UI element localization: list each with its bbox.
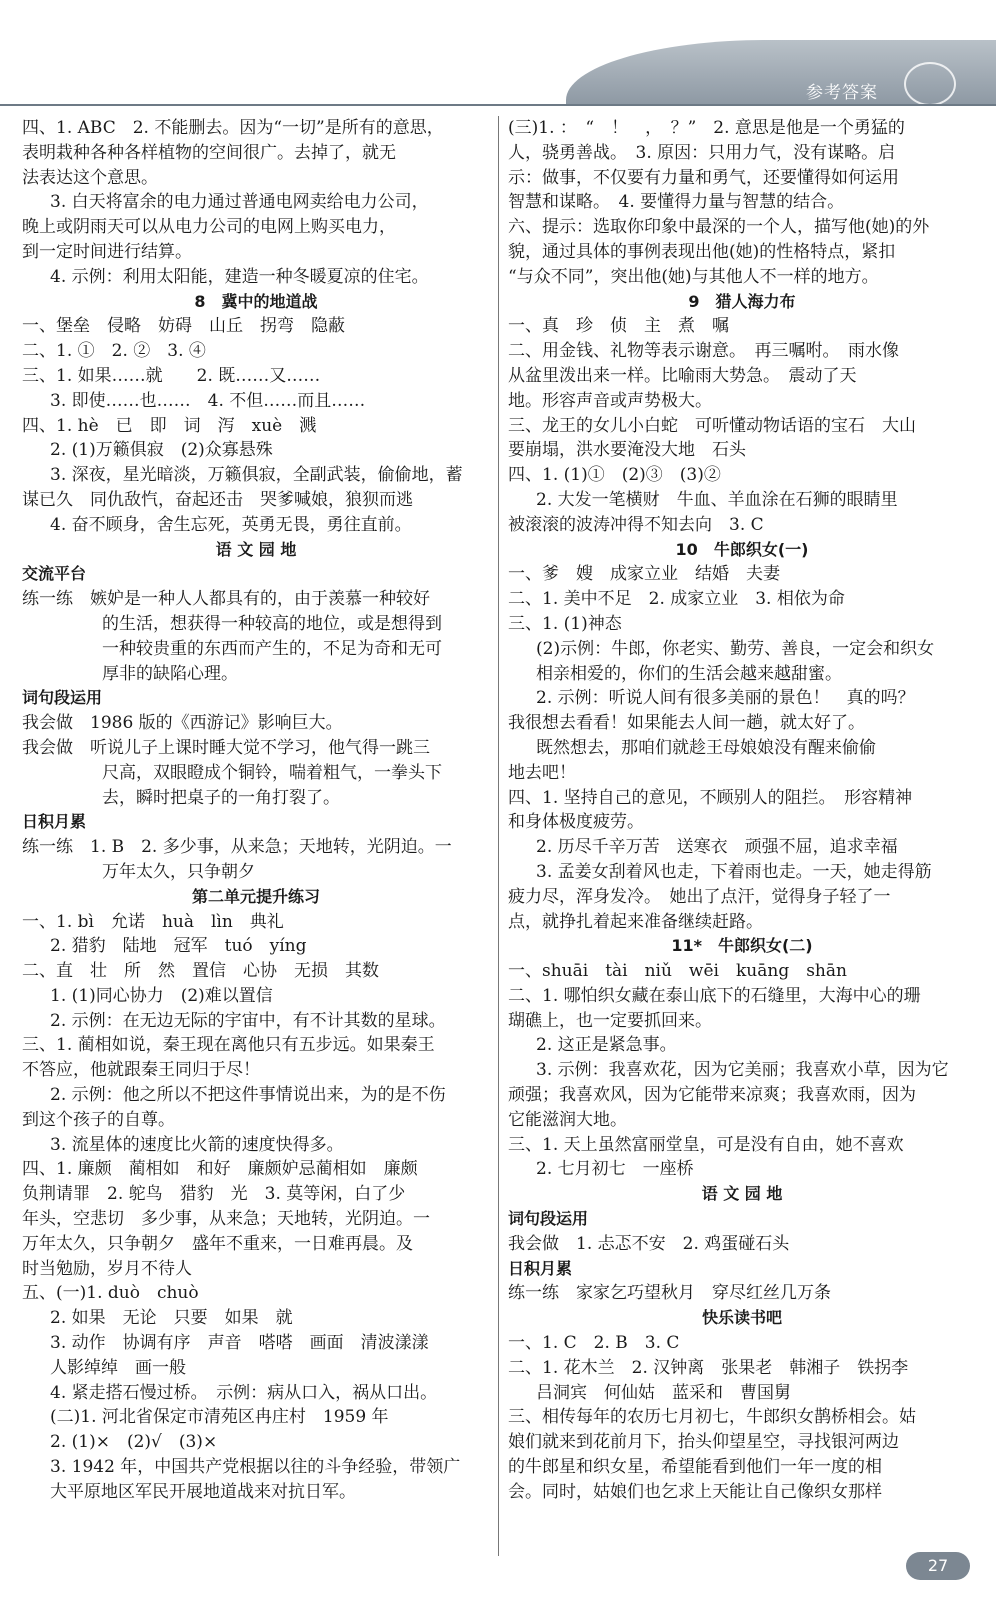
answer-line: 2. 猎豹 陆地 冠军 tuó yíng — [50, 936, 307, 957]
answer-line: 的牛郎星和织女星，希望能看到他们一年一度的相 — [508, 1457, 882, 1478]
answer-line: 貌，通过具体的事例表现出他(她)的性格特点，紧扣 — [508, 241, 896, 262]
answer-line: 四、1. (1)① (2)③ (3)② — [508, 465, 721, 486]
answer-line: 从盆里泼出来一样。比喻雨大势急。 震动了天 — [508, 365, 857, 386]
answer-line: 2. 示例：在无边无际的宇宙中，有不计其数的星球。 — [50, 1010, 446, 1031]
answer-line: 地。形容声音或声势极大。 — [508, 390, 712, 411]
answer-line: 负荆请罪 2. 鸵鸟 猎豹 光 3. 莫等闲，白了少 — [22, 1184, 406, 1205]
answer-line: 三、1. 天上虽然富丽堂皇，可是没有自由，她不喜欢 — [508, 1134, 904, 1155]
answer-line: 3. 流星体的速度比火箭的速度快得多。 — [50, 1134, 344, 1155]
answer-line: 顽强；我喜欢风，因为它能带来凉爽；我喜欢雨，因为 — [508, 1085, 916, 1106]
answer-line: 四、1. ABC 2. 不能删去。因为“一切”是所有的意思， — [22, 118, 444, 138]
answer-line: 我会做 1986 版的《西游记》影响巨大。 — [22, 713, 343, 734]
answer-line: 示：做事，不仅要有力量和勇气，还要懂得如何运用 — [508, 167, 899, 188]
answer-line: 去，瞬时把桌子的一角打裂了。 — [102, 787, 340, 808]
answer-line: 一、爹 嫂 成家立业 结婚 夫妻 — [508, 564, 780, 585]
answer-line: 2. 这正是紧急事。 — [536, 1035, 677, 1056]
section-title: 语 文 园 地 — [701, 1184, 783, 1204]
answer-line: 二、1. 美中不足 2. 成家立业 3. 相依为命 — [508, 589, 845, 610]
answer-line: 既然想去，那咱们就趁王母娘娘没有醒来偷偷 — [536, 737, 876, 758]
subsection-title: 日积月累 — [508, 1258, 573, 1278]
answer-line: 它能滋润大地。 — [508, 1109, 627, 1130]
answer-line: 六、提示：选取你印象中最深的一个人，描写他(她)的外 — [508, 217, 930, 238]
answer-line: 法表达这个意思。 — [22, 167, 158, 188]
column-divider — [498, 116, 499, 1556]
answer-line: 智慧和谋略。 4. 要懂得力量与智慧的结合。 — [508, 192, 845, 213]
right-column — [508, 116, 976, 1505]
answer-line: 练一练 家家乞巧望秋月 穿尽红丝几万条 — [508, 1283, 831, 1304]
answer-line: 不答应，他就跟秦王同归于尽！ — [22, 1060, 260, 1081]
section-title: 9 猎人海力布 — [688, 291, 796, 311]
answer-line: 三、1. 如果……就 2. 既……又…… — [22, 365, 321, 386]
answer-line: 尺高，双眼瞪成个铜铃，喘着粗气，一拳头下 — [102, 762, 442, 783]
answer-line: 到一定时间进行结算。 — [22, 241, 192, 262]
answer-line: 一、1. bì 允诺 huà lìn 典礼 — [22, 911, 284, 932]
answer-line: 练一练 嫉妒是一种人人都具有的，由于羡慕一种较好 — [22, 589, 430, 610]
answer-line: 时当勉励，岁月不待人 — [22, 1258, 192, 1279]
answer-line: 疲力尽，浑身发冷。 她出了点汗，觉得身子轻了一 — [508, 886, 891, 907]
answer-line: 要崩塌，洪水要淹没大地 石头 — [508, 440, 746, 461]
subsection-title: 词句段运用 — [22, 688, 103, 708]
answer-line: 4. 示例：利用太阳能，建造一种冬暖夏凉的住宅。 — [50, 266, 429, 287]
section-title: 8 冀中的地道战 — [194, 291, 318, 311]
answer-line: (二)1. 河北省保定市清苑区冉庄村 1959 年 — [50, 1407, 389, 1428]
answer-line: 2. 大发一笔横财 牛血、羊血涂在石狮的眼睛里 — [536, 489, 898, 510]
answer-line: 吕洞宾 何仙姑 蓝采和 曹国舅 — [536, 1382, 791, 1403]
answer-line: 相亲相爱的，你们的生活会越来越甜蜜。 — [536, 663, 842, 684]
answer-line: 一种较贵重的东西而产生的，不足为奇和无可 — [102, 638, 442, 659]
answer-line: 和身体极度疲劳。 — [508, 812, 644, 833]
answer-line: (2)示例：牛郎，你老实、勤劳、善良，一定会和织女 — [536, 638, 935, 659]
answer-line: 二、1. 哪怕织女藏在泰山底下的石缝里，大海中心的珊 — [508, 985, 921, 1006]
answer-line: 的生活，想获得一种较高的地位，或是想得到 — [102, 613, 442, 634]
answer-line: 3. 白天将富余的电力通过普通电网卖给电力公司， — [50, 192, 429, 213]
section-title: 10 牛郎织女(一) — [675, 539, 809, 559]
answer-line: 我会做 听说儿子上课时睡大觉不学习，他气得一跳三 — [22, 737, 430, 758]
answer-line: 三、1. 蔺相如说，秦王现在离他只有五步远。如果秦王 — [22, 1035, 435, 1056]
answer-line: 2. 示例：听说人间有很多美丽的景色！ 真的吗？ — [536, 688, 915, 709]
answer-line: 万年太久，只争朝夕 盛年不重来，一日难再晨。及 — [22, 1233, 413, 1254]
answer-line: 地去吧！ — [508, 762, 576, 783]
section-title: 语 文 园 地 — [215, 539, 297, 559]
left-column — [22, 116, 490, 1505]
answer-line: 二、1. ① 2. ② 3. ④ — [22, 341, 206, 362]
answer-line: 人，骁勇善战。 3. 原因：只用力气，没有谋略。启 — [508, 142, 896, 163]
answer-line: 表明栽种各种各样植物的空间很广。去掉了，就无 — [22, 142, 396, 163]
answer-line: 年头，空悲切 多少事，从来急；天地转，光阴迫。一 — [22, 1209, 430, 1230]
answer-line: 2. 示例：他之所以不把这件事情说出来，为的是不伤 — [50, 1085, 446, 1106]
answer-line: 练一练 1. B 2. 多少事，从来急；天地转，光阴迫。一 — [22, 837, 452, 858]
answer-line: 3. 1942 年，中国共产党根据以往的斗争经验，带领广 — [50, 1457, 461, 1478]
section-title: 快乐读书吧 — [701, 1308, 782, 1328]
header-rule — [0, 104, 996, 106]
answer-line: 3. 动作 协调有序 声音 嗒嗒 画面 清波漾漾 — [50, 1333, 429, 1354]
answer-line: 二、用金钱、礼物等表示谢意。 再三嘱咐。 雨水像 — [508, 341, 899, 362]
answer-line: 4. 紧走搭石慢过桥。 示例：病从口入，祸从口出。 — [50, 1382, 438, 1403]
answer-line: 2. (1)万籁俱寂 (2)众寡悬殊 — [50, 440, 273, 461]
answer-line: 4. 奋不顾身，舍生忘死，英勇无畏，勇往直前。 — [50, 514, 412, 535]
answer-line: 万年太久，只争朝夕 — [102, 861, 255, 882]
answer-line: 2. 如果 无论 只要 如果 就 — [50, 1308, 293, 1329]
answer-line: 2. (1)× (2)√ (3)× — [50, 1432, 218, 1453]
answer-line: 四、1. 廉颇 蔺相如 和好 廉颇妒忌蔺相如 廉颇 — [22, 1159, 418, 1180]
subsection-title: 交流平台 — [22, 564, 87, 584]
subsection-title: 词句段运用 — [508, 1209, 589, 1229]
subsection-title: 日积月累 — [22, 812, 87, 832]
header-label: 参考答案 — [806, 83, 878, 103]
answer-line: 三、龙王的女儿小白蛇 可听懂动物话语的宝石 大山 — [508, 415, 916, 436]
answer-line: 人影绰绰 画一般 — [50, 1357, 186, 1378]
page-header — [0, 0, 996, 110]
answer-line: 二、直 壮 所 然 置信 心协 无损 其数 — [22, 961, 379, 982]
answer-line: 瑚礁上，也一定要抓回来。 — [508, 1010, 712, 1031]
answer-line: 点，就挣扎着起来准备继续赶路。 — [508, 911, 763, 932]
answer-line: 3. 示例：我喜欢花，因为它美丽；我喜欢小草，因为它 — [536, 1060, 949, 1081]
answer-line: 我很想去看看！如果能去人间一趟，就太好了。 — [508, 713, 865, 734]
answer-line: 厚非的缺陷心理。 — [102, 663, 238, 684]
answer-line: “与众不同”，突出他(她)与其他人不一样的地方。 — [508, 266, 879, 287]
answer-line: 五、(一)1. duò chuò — [22, 1283, 199, 1304]
answer-line: 一、shuāi tài niǔ wēi kuāng shān — [508, 961, 847, 982]
answer-line: 一、1. C 2. B 3. C — [508, 1333, 680, 1354]
answer-line: 3. 孟姜女刮着风也走，下着雨也走。一天，她走得筋 — [536, 861, 932, 882]
answer-line: 二、1. 花木兰 2. 汉钟离 张果老 韩湘子 铁拐李 — [508, 1357, 909, 1378]
cartoon-icon — [904, 62, 956, 106]
answer-line: 三、1. (1)神态 — [508, 613, 622, 634]
section-title: 第二单元提升练习 — [191, 886, 320, 906]
answer-line: 被滚滚的波涛冲得不知去向 3. C — [508, 514, 764, 535]
answer-line: 2. 历尽千辛万苦 送寒衣 顽强不屈，追求幸福 — [536, 837, 898, 858]
answer-line: 一、堡垒 侵略 妨碍 山丘 拐弯 隐蔽 — [22, 316, 345, 337]
answer-line: 娘们就来到花前月下，抬头仰望星空，寻找银河两边 — [508, 1432, 899, 1453]
answer-line: 四、1. 坚持自己的意见，不顾别人的阻拦。 形容精神 — [508, 787, 913, 808]
page-number: 27 — [906, 1552, 970, 1580]
answer-line: (三)1. ： “ ！ ， ？” 2. 意思是他是一个勇猛的 — [508, 118, 905, 138]
answer-line: 三、相传每年的农历七月初七，牛郎织女鹊桥相会。姑 — [508, 1407, 916, 1428]
answer-line: 到这个孩子的自尊。 — [22, 1109, 175, 1130]
answer-line: 晚上或阴雨天可以从电力公司的电网上购买电力， — [22, 217, 396, 238]
answer-line: 会。同时，姑娘们也乞求上天能让自己像织女那样 — [508, 1481, 882, 1502]
answer-line: 四、1. hè 已 即 词 泻 xuè 溅 — [22, 415, 317, 436]
answer-line: 我会做 1. 忐忑不安 2. 鸡蛋碰石头 — [508, 1233, 790, 1254]
answer-line: 大平原地区军民开展地道战来对抗日军。 — [50, 1481, 356, 1502]
answer-line: 3. 即使……也…… 4. 不但……而且…… — [50, 390, 366, 411]
section-title: 11* 牛郎织女(二) — [671, 936, 813, 956]
answer-line: 1. (1)同心协力 (2)难以置信 — [50, 985, 273, 1006]
answer-line: 一、真 珍 侦 主 煮 嘱 — [508, 316, 729, 337]
answer-line: 3. 深夜，星光暗淡，万籁俱寂，全副武装，偷偷地，蓄 — [50, 465, 463, 486]
answer-line: 谋已久 同仇敌忾，奋起还击 哭爹喊娘，狼狈而逃 — [22, 489, 413, 510]
answer-line: 2. 七月初七 一座桥 — [536, 1159, 694, 1180]
